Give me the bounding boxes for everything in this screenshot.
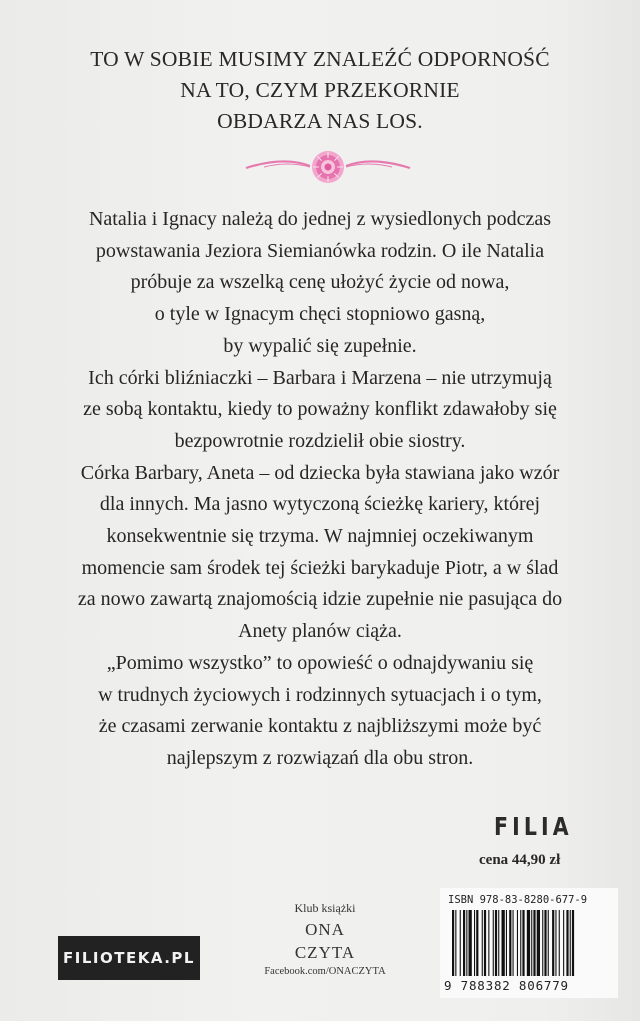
barcode-bar (488, 910, 489, 976)
description-line: ze sobą kontaktu, kiedy to poważny konflikt zdawałoby się (83, 398, 557, 421)
barcode-bar (563, 910, 564, 976)
description-line: konsekwentnie się trzyma. W najmniej oczekiwanym (106, 525, 534, 548)
description-line: o tyle w Ignacym chęci stopniowo gasną, (154, 303, 486, 326)
description-line: Natalia i Ignacy należą do jednej z wysiedlonych podczas (88, 208, 552, 230)
barcode-bar (570, 910, 571, 976)
description-line: „Pomimo wszystko” to opowieść o odnajdywaniu się (106, 651, 534, 674)
barcode-bar (509, 910, 511, 976)
description-line: w trudnych życiowych i rodzinnych sytuacjach i o tym, (98, 683, 542, 706)
barcode-bar (520, 910, 521, 976)
description-line: bezpowrotnie rozdzielił obie siostry. (174, 429, 466, 452)
cover-quote (20, 44, 620, 137)
description-line: dla innych. Ma jasno wytyczoną ścieżkę kariery, której (99, 493, 541, 516)
barcode-bars (450, 910, 610, 976)
barcode-bar (527, 910, 530, 976)
barcode-bar (517, 910, 518, 976)
description-line: Anety planów ciąża. (238, 620, 402, 643)
club-label: Klub książki (294, 901, 356, 915)
barcode-bar (533, 910, 535, 976)
barcode-bar (482, 910, 483, 976)
barcode-bar (544, 910, 546, 976)
barcode-bar (548, 910, 549, 976)
book-club-logo (255, 900, 395, 977)
description-line: próbuje za wszelką cenę ułożyć życie od nowa, (130, 271, 510, 294)
publisher-logo: FILIA (494, 812, 573, 841)
club-facebook: Facebook.com/ONACZYTA (264, 966, 386, 977)
quote-line: NA TO, CZYM PRZEKORNIE (180, 78, 460, 102)
price-label: cena 44,90 zł (479, 852, 561, 868)
barcode-bar (559, 910, 560, 976)
barcode-bar (572, 910, 574, 976)
barcode-bar (498, 910, 499, 976)
barcode-bar (484, 910, 486, 976)
description-line: najlepszym z rozwiązań dla obu stron. (166, 746, 474, 769)
barcode-bar (495, 910, 497, 976)
isbn-text: ISBN 978-83-8280-677-9 (448, 894, 588, 906)
barcode-bar (493, 910, 494, 976)
book-description (20, 204, 620, 775)
filioteka-badge: FILIOTEKA.PL (58, 936, 200, 980)
barcode-bar (513, 910, 514, 976)
barcode-bar (452, 910, 454, 976)
barcode-bar (542, 910, 543, 976)
barcode-bar (502, 910, 505, 976)
club-logo-line: CZYTA (294, 943, 356, 962)
quote-line: TO W SOBIE MUSIMY ZNALEŹĆ ODPORNOŚĆ (90, 47, 550, 71)
barcode-bar (474, 910, 475, 976)
barcode-box (440, 888, 618, 998)
barcode-bar (531, 910, 532, 976)
barcode-bar (566, 910, 568, 976)
barcode-bar (555, 910, 556, 976)
description-line: powstawania Jeziora Siemianówka rodzin. O ile Natalia (95, 239, 545, 262)
ean-text: 9 788382 806779 (444, 978, 569, 993)
description-line: za nowo zawartą znajomością idzie zupełnie nie pasująca do (77, 588, 563, 611)
barcode-bar (522, 910, 524, 976)
description-line: Ich córki bliźniaczki – Barbara i Marzena – nie utrzymują (88, 366, 552, 389)
barcode-bar (455, 910, 456, 976)
barcode-bar (506, 910, 507, 976)
barcode-bar (466, 910, 467, 976)
club-logo-line: ONA (305, 920, 345, 939)
description-line: momencie sam środek tej ścieżki barykaduje Piotr, a w ślad (81, 556, 559, 579)
description-line: że czasami zerwanie kontaktu z najbliższymi może być (98, 715, 542, 738)
barcode-bar (476, 910, 478, 976)
barcode-bar (537, 910, 540, 976)
description-line: by wypalić się zupełnie. (223, 334, 417, 357)
barcode-bar (552, 910, 554, 976)
barcode-bar (460, 910, 461, 976)
barcode-bar (463, 910, 465, 976)
flower-ornament-icon (244, 146, 412, 186)
barcode-bar (469, 910, 472, 976)
quote-line: OBDARZA NAS LOS. (217, 109, 423, 133)
description-line: Córka Barbary, Aneta – od dziecka była stawiana jako wzór (80, 461, 560, 484)
